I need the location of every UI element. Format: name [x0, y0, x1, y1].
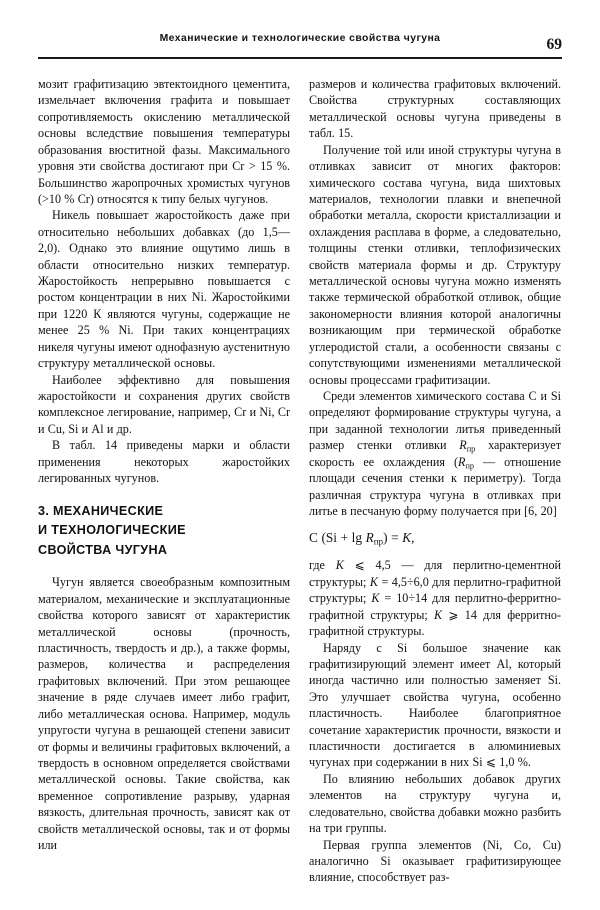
- condition-relation: = 10÷14: [379, 591, 428, 606]
- symbol-r: R: [459, 438, 467, 453]
- formula-lhs: C (Si + lg: [309, 530, 366, 546]
- paragraph: Первая группа элементов (Ni, Co, Cu) аналогично Si оказывает графитизирующее влияние, способствует раз-: [309, 837, 561, 885]
- running-head: [38, 33, 562, 53]
- header-rule: [38, 57, 562, 59]
- paragraph: мозит графитизацию эвтектоидного цементита, измельчает включения графита и повышает сопротивляемость окислению металлической основы вследствие повышения температуры образования вюститной фазы. Максимального уровня эти свойства достигают при Cr > 15 %. Большинство жаропрочных хромистых чугунов (>10 % Cr) относятся к типу белых чугунов.: [38, 77, 290, 206]
- text-run: характеризует скорость ее охлаждения (: [309, 438, 561, 469]
- paragraph: Получение той или иной структуры чугуна в отливках зависит от многих факторов: химического состава чугуна, вида шихтовых материалов, технологии плавки и внепечной обработки металла, скорости кристаллизации и охлаждения расплава в форме, а следовательно, толщины стенки отливки, теплофизических свойств материала формы и др. Структуру металлической основы чугуна можно изменять также термической обработкой отливок, общие закономерности влияния которой аналогичны возникающим при термической обработке углеродистой стали, а особенности связаны с сопутствующими изменениями металлической основы процессами графитизации.: [309, 142, 561, 387]
- paragraph-with-symbols: [309, 388, 561, 519]
- paragraph: Наряду с Si большое значение как графитизирующий элемент имеет Al, который иногда частично или полностью заменяет Si. Это улучшает свойства чугуна, особенно пластичность. Наиболее благоприятное сочетание характеристик прочности, вязкости и пластичности достигается в алюминиевых чугунах при содержании в них Si ⩽ 1,0 %.: [309, 640, 561, 770]
- symbol-r: R: [458, 454, 466, 469]
- symbol-r-subscript: пр: [465, 461, 474, 471]
- condition-relation: ⩾ 14: [442, 607, 477, 622]
- condition-desc: — для перлитно-цементной структуры;: [309, 558, 562, 589]
- condition-desc: для ферритно-графитной структуры.: [309, 607, 561, 639]
- conditions-lead: где: [309, 558, 336, 573]
- paragraph: Наиболее эффективно для повышения жаростойкости и сохранения других свойств комплексное легирование, например, Cr и Ni, Cr и Cu, Si и Al и др.: [38, 372, 290, 436]
- left-column: [38, 76, 290, 894]
- condition-var: K: [434, 607, 443, 622]
- condition-relation: = 4,5÷6,0: [377, 574, 429, 589]
- section-heading-line: И ТЕХНОЛОГИЧЕСКИЕ: [38, 523, 186, 538]
- section-heading: [38, 502, 290, 561]
- condition-var: K: [335, 558, 344, 573]
- formula-rhs: ) =: [383, 530, 403, 546]
- body-columns: [38, 76, 562, 894]
- formula-var-r-subscript: пр: [373, 536, 384, 547]
- paragraph: размеров и количества графитовых включений. Свойства структурных составляющих металлической основы чугуна приведены в табл. 15.: [309, 77, 561, 141]
- paragraph: Чугун является своеобразным композитным материалом, механические и эксплуатационные свойства которого зависят от характеристик металлической основы (прочность, пластичность, твердость и др.), а также формы, размеров, количества и распределения графитовых включений. При этом решающее значение в ряде случаев имеет либо графит, либо металлическая основа. Например, модуль упругости чугуна в решающей степени зависит от формы и величины графитовых включений, а твердость в основном определяется свойствами металлической основы. Такие свойства, как временное сопротивление разрыву, ударная вязкость, длительная прочность, зависят как от свойств металлической основы, так и от формы или: [38, 575, 290, 853]
- formula-var-r: R: [365, 530, 374, 546]
- page-number: 69: [546, 36, 562, 53]
- formula-var-k: K: [402, 530, 412, 546]
- condition-desc: для перлитно-ферритно-графитной структуры;: [309, 591, 561, 622]
- condition-var: K: [371, 591, 380, 606]
- section-heading-line: 3. МЕХАНИЧЕСКИЕ: [38, 503, 164, 518]
- condition-relation: ⩽ 4,5: [343, 558, 391, 573]
- paragraph: Никель повышает жаростойкость даже при относительно небольших добавках (до 1,5—2,0). Однако это влияние ощутимо лишь в области относительно низких температур. Жаростойкость непрерывно повышается с ростом концентрации в них Ni. Жаростойкими при 1220 К являются чугуны, содержащие не менее 25 % Ni. При таких концентрациях никеля чугуны имеют однофазную аустенитную структуру металлической основы.: [38, 208, 290, 371]
- text-run: Среди элементов химического состава C и Si определяют формирование структуры чугуна, а при заданной технологии литья приведенный размер стенки отливки: [309, 389, 561, 453]
- paragraph: В табл. 14 приведены марки и области применения некоторых жаростойких легированных чугунов.: [38, 438, 290, 486]
- section-heading-line: СВОЙСТВА ЧУГУНА: [38, 542, 168, 557]
- running-head-title: Механические и технологические свойства чугуна: [159, 33, 441, 44]
- display-formula: [309, 528, 561, 548]
- formula-punct: ,: [411, 530, 415, 546]
- condition-desc: для перлитно-графитной структуры;: [309, 574, 561, 606]
- symbol-r-subscript: пр: [466, 444, 476, 454]
- right-column: [309, 76, 561, 894]
- condition-var: K: [369, 574, 378, 589]
- paragraph: По влиянию небольших добавок других элементов на структуру чугуна и, следовательно, свойства добавки можно разбить на три группы.: [309, 771, 561, 836]
- text-run: — отношение площади сечения стенки к периметру). Тогда различная структура чугуна в отливках при литье в песчаную форму получается при [6, 20]: [309, 454, 561, 518]
- formula-conditions: [309, 557, 561, 639]
